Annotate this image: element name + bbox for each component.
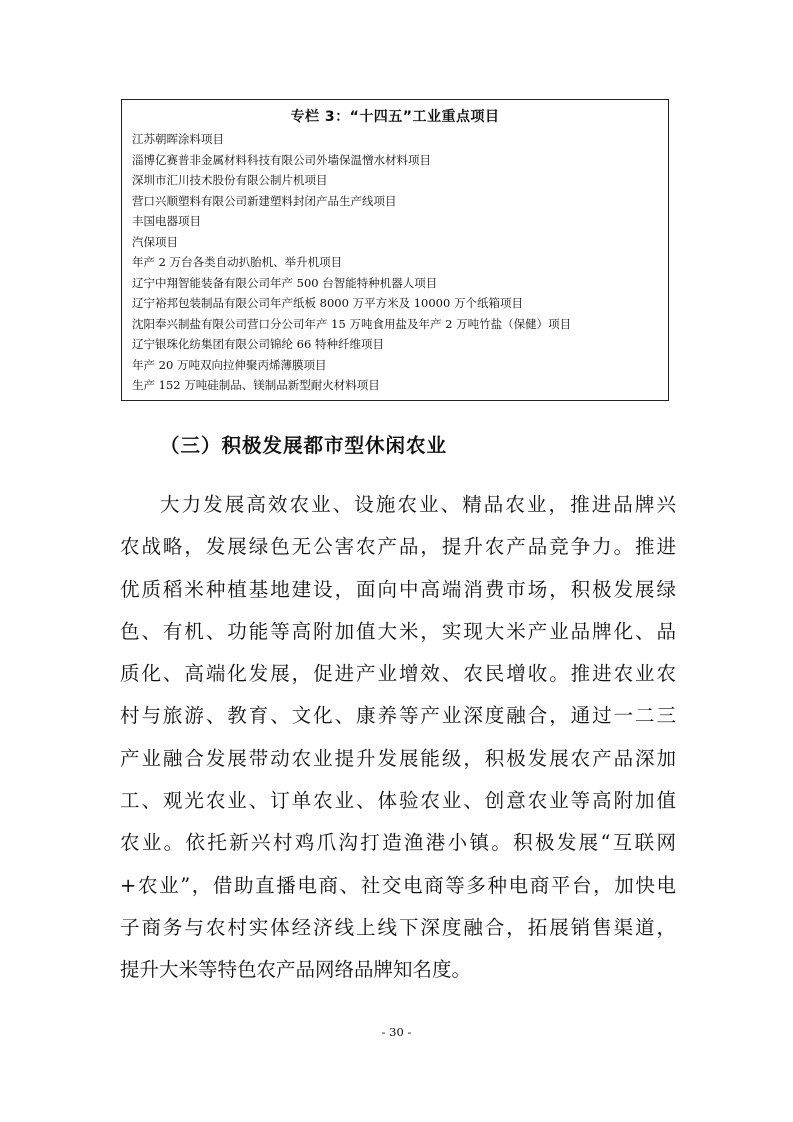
- paragraph-line: 农战略，发展绿色无公害农产品，提升农产品竞争力。推进: [120, 535, 676, 559]
- project-item: 年产 2 万台各类自动扒胎机、举升机项目: [132, 255, 343, 269]
- project-item: 营口兴顺塑料有限公司新建塑料封闭产品生产线项目: [132, 193, 397, 208]
- paragraph-line: 农业。依托新兴村鸡爪沟打造渔港小镇。积极发展“互联网: [120, 831, 676, 855]
- page-number: - 30 -: [381, 1025, 412, 1039]
- project-item: 辽宁银珠化纺集团有限公司锦纶 66 特种纤维项目: [132, 337, 384, 351]
- paragraph-line: 工、观光农业、订单农业、体验农业、创意农业等高附加值: [120, 789, 676, 813]
- paragraph-line: 色、有机、功能等高附加值大米，实现大米产业品牌化、品: [120, 619, 676, 643]
- paragraph-line: 村与旅游、教育、文化、康养等产业深度融合，通过一二三: [120, 704, 676, 728]
- key-projects-box: [121, 99, 669, 401]
- paragraph-line: 大力发展高效农业、设施农业、精品农业，推进品牌兴: [160, 493, 676, 516]
- project-item: 深圳市汇川技术股份有限公制片机项目: [132, 173, 328, 187]
- paragraph-line: 产业融合发展带动农业提升发展能级，积极发展农产品深加: [120, 746, 676, 770]
- project-item: 汽保项目: [132, 234, 178, 249]
- paragraph-line: 子商务与农村实体经济线上线下深度融合，拓展销售渠道，: [120, 915, 676, 939]
- project-item: 辽宁裕邦包装制品有限公司年产纸板 8000 万平方米及 10000 万个纸箱项目: [132, 296, 523, 310]
- paragraph-line: +农业”，借助直播电商、社交电商等多种电商平台，加快电: [120, 873, 676, 897]
- paragraph-line: 提升大米等特色农产品网络品牌知名度。: [120, 958, 472, 982]
- paragraph-line: 优质稻米种植基地建设，面向中高端消费市场，积极发展绿: [120, 577, 676, 601]
- paragraph-line: 质化、高端化发展，促进产业增效、农民增收。推进农业农: [120, 662, 676, 686]
- project-item: 江苏朝晖涂料项目: [132, 132, 224, 146]
- box-title: 专栏 3：“十四五”工业重点项目: [290, 109, 500, 125]
- project-item: 生产 152 万吨硅制品、镁制品新型耐火材料项目: [132, 378, 380, 392]
- project-list: [132, 129, 658, 396]
- project-item: 丰国电器项目: [132, 214, 201, 228]
- project-item: 沈阳奉兴制盐有限公司营口分公司年产 15 万吨食用盐及年产 2 万吨竹盐（保健）项目: [132, 316, 572, 331]
- project-item: 淄博亿赛普非金属材料科技有限公司外墙保温憎水材料项目: [132, 152, 431, 167]
- body-paragraph: [120, 484, 676, 992]
- project-item: 辽宁中翔智能装备有限公司年产 500 台智能特种机器人项目: [132, 275, 438, 290]
- section-heading: （三）积极发展都市型休闲农业: [160, 434, 448, 457]
- project-item: 年产 20 万吨双向拉伸聚丙烯薄膜项目: [132, 357, 327, 372]
